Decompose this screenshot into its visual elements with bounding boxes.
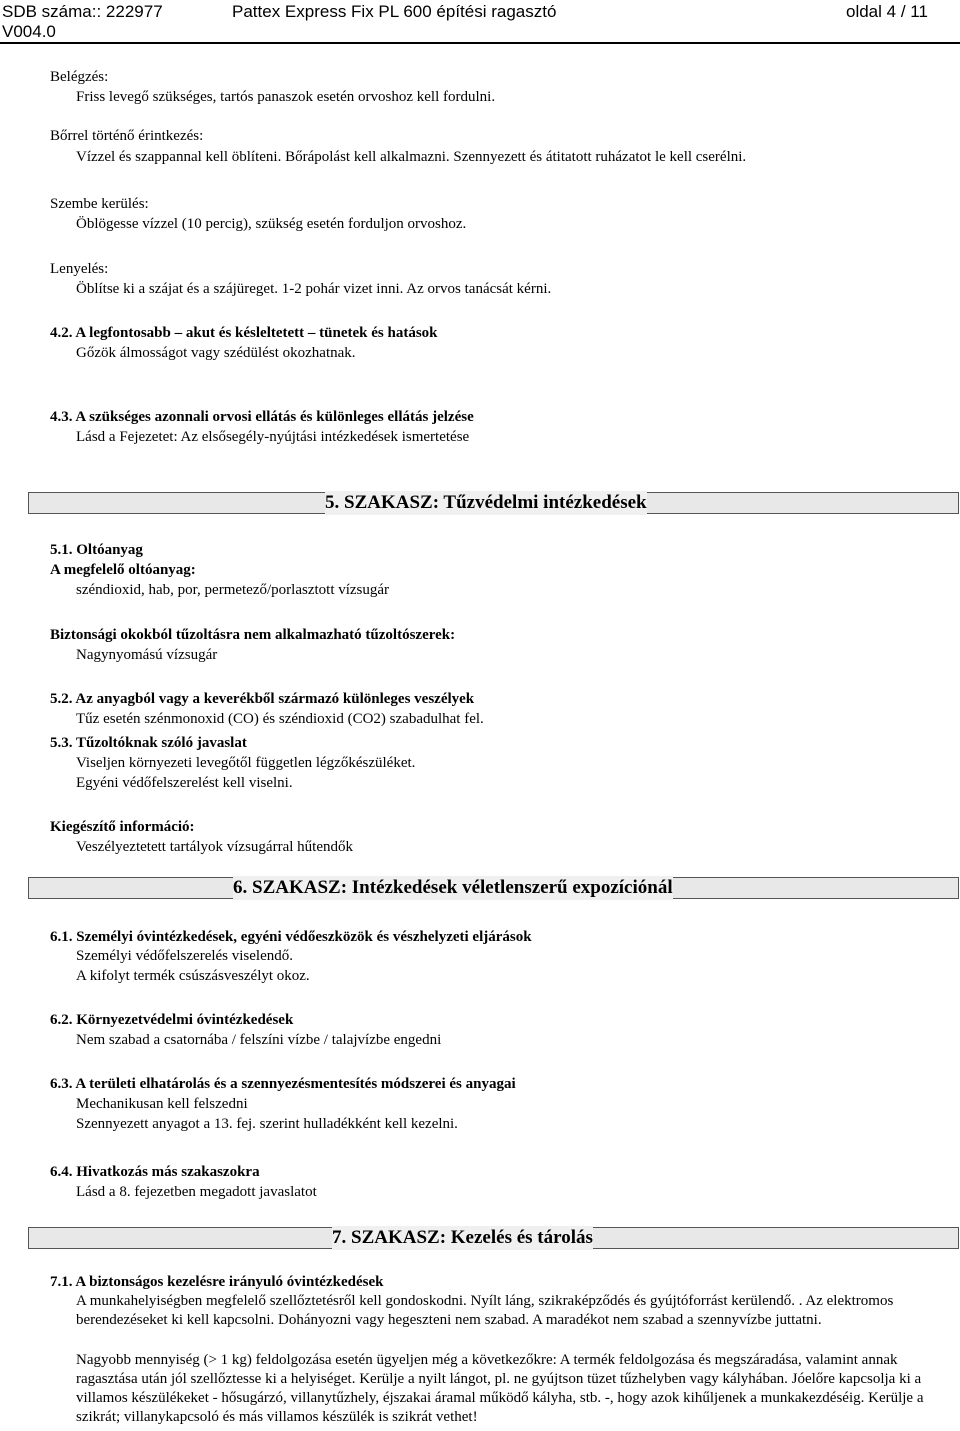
inhalation-label: Belégzés: xyxy=(50,69,109,85)
version: V004.0 xyxy=(2,22,56,41)
swallow-label: Lenyelés: xyxy=(50,261,109,277)
text-6-3-1: Mechanikusan kell felszedni xyxy=(76,1096,248,1112)
heading-6-3: 6.3. A területi elhatárolás és a szennyezésmentesítés módszerei és anyagai xyxy=(50,1076,516,1092)
product-name: Pattex Express Fix PL 600 építési ragasztó xyxy=(232,2,557,21)
section-6-banner xyxy=(28,877,959,899)
skin-text: Vízzel és szappannal kell öblíteni. Bőrápolást kell alkalmazni. Szennyezett és átitatott ruházatot le kell cserélni. xyxy=(76,149,747,165)
swallow-text: Öblítse ki a szájat és a szájüreget. 1-2 pohár vizet inni. Az orvos tanácsát kérni. xyxy=(76,281,552,297)
page-number: oldal 4 / 11 xyxy=(846,2,928,21)
heading-6-4: 6.4. Hivatkozás más szakaszokra xyxy=(50,1164,260,1180)
heading-6-2: 6.2. Környezetvédelmi óvintézkedések xyxy=(50,1012,294,1028)
eye-label: Szembe kerülés: xyxy=(50,196,149,212)
heading-5-1-unsuitable: Biztonsági okokból tűzoltásra nem alkalmazható tűzoltószerek: xyxy=(50,627,456,643)
text-extra-info: Veszélyeztetett tartályok vízsugárral hűtendők xyxy=(76,839,353,855)
section-5-title: 5. SZAKASZ: Tűzvédelmi intézkedések xyxy=(325,492,647,513)
heading-7-1: 7.1. A biztonságos kezelésre irányuló óvintézkedések xyxy=(50,1274,384,1290)
heading-5-1-suitable: A megfelelő oltóanyag: xyxy=(50,562,196,578)
text-6-1-2: A kifolyt termék csúszásveszélyt okoz. xyxy=(76,968,310,984)
text-6-1-1: Személyi védőfelszerelés viselendő. xyxy=(76,948,294,964)
inhalation-text: Friss levegő szükséges, tartós panaszok esetén orvoshoz kell fordulni. xyxy=(76,89,496,105)
heading-extra-info: Kiegészítő információ: xyxy=(50,819,195,835)
text-5-3-2: Egyéni védőfelszerelést kell viselni. xyxy=(76,775,293,791)
text-4-2: Gőzök álmosságot vagy szédülést okozhatnak. xyxy=(76,345,356,361)
section-6-title: 6. SZAKASZ: Intézkedések véletlenszerű expozíciónál xyxy=(233,877,673,898)
page-header xyxy=(0,0,960,46)
section-5-banner xyxy=(28,492,959,514)
text-5-2: Tűz esetén szénmonoxid (CO) és széndioxid (CO2) szabadulhat fel. xyxy=(76,711,484,727)
text-5-3-1: Viseljen környezeti levegőtől független légzőkészüléket. xyxy=(76,755,416,771)
text-4-3: Lásd a Fejezetet: Az elsősegély-nyújtási intézkedések ismertetése xyxy=(76,429,470,445)
text-6-3-2: Szennyezett anyagot a 13. fej. szerint hulladékként kell kezelni. xyxy=(76,1116,458,1132)
heading-4-3: 4.3. A szükséges azonnali orvosi ellátás és különleges ellátás jelzése xyxy=(50,409,474,425)
heading-5-1: 5.1. Oltóanyag xyxy=(50,542,143,558)
text-7-1-paragraph-1: A munkahelyiségben megfelelő szellőztetésről kell gondoskodni. Nyílt láng, szikraképződés és gyújtóforrást kerülendő. . Az elektromos berendezéseket ki kell kapcsolni. Dohányozni vagy hegeszteni nem szabad. A maradékot nem szabad a szennyvízbe juttatni. xyxy=(76,1293,894,1328)
sdb-number: SDB száma:: 222977 xyxy=(2,2,163,21)
heading-5-2: 5.2. Az anyagból vagy a keverékből származó különleges veszélyek xyxy=(50,691,475,707)
text-7-1-paragraph-2: Nagyobb mennyiség (> 1 kg) feldolgozása esetén ügyeljen még a következőkre: A termék feldolgozása és megszáradása, valamint annak ragasztása után jól szellőztesse ki a helyiséget. Kerülje a nyilt lángot, pl. ne gyújtson tüzet tűzhelyben vagy kályhában. Jóelőre kapcsolja ki a villamos készülékeket - hősugárzó, villanytűzhely, éjszakai áramal működő kályha, stb. -, hogy azok kihűljenek a munkakezdéséig. Kerülje a szikrát; villanykapcsoló és más villamos készülék is szikrát vethet! xyxy=(76,1352,924,1425)
eye-text: Öblögesse vízzel (10 percig), szükség esetén forduljon orvoshoz. xyxy=(76,216,467,232)
text-6-4: Lásd a 8. fejezetben megadott javaslatot xyxy=(76,1184,317,1200)
text-5-1: széndioxid, hab, por, permetező/porlasztott vízsugár xyxy=(76,582,390,598)
text-6-2: Nem szabad a csatornába / felszíni vízbe / talajvízbe engedni xyxy=(76,1032,442,1048)
heading-6-1: 6.1. Személyi óvintézkedések, egyéni védőeszközök és vészhelyzeti eljárások xyxy=(50,929,532,945)
skin-label: Bőrrel történő érintkezés: xyxy=(50,128,204,144)
section-7-banner xyxy=(28,1227,959,1249)
heading-5-3: 5.3. Tűzoltóknak szóló javaslat xyxy=(50,735,247,751)
section-7-title: 7. SZAKASZ: Kezelés és tárolás xyxy=(332,1227,593,1248)
header-rule xyxy=(0,42,960,44)
text-5-1-unsuitable: Nagynyomású vízsugár xyxy=(76,647,218,663)
heading-4-2: 4.2. A legfontosabb – akut és késleltetett – tünetek és hatások xyxy=(50,325,438,341)
